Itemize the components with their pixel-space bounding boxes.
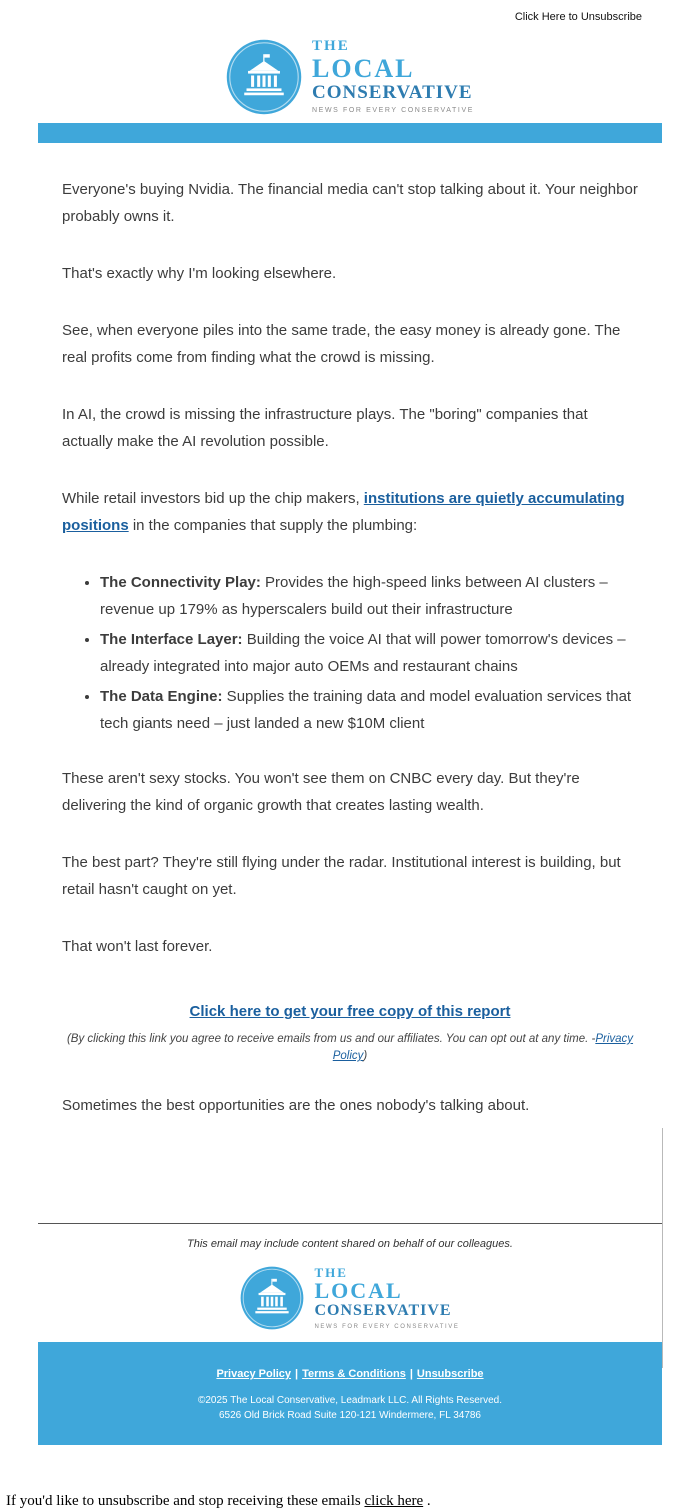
- email-container: [38, 39, 662, 1445]
- free-report-link[interactable]: Click here to get your free copy of this report: [189, 1003, 511, 1020]
- highlights-list: [100, 569, 638, 737]
- list-item: [100, 683, 638, 737]
- footer-divider-line: [38, 1223, 662, 1224]
- right-edge-line: [662, 1128, 663, 1368]
- cta-disclaimer: [62, 1031, 638, 1066]
- body-paragraph: In AI, the crowd is missing the infrastructure plays. The "boring" companies that actually make the AI revolution possible.: [62, 406, 588, 450]
- top-unsubscribe-link[interactable]: Click Here to Unsubscribe: [514, 11, 642, 23]
- logo-word-local: LOCAL: [312, 54, 415, 84]
- whitehouse-icon: [240, 1266, 304, 1330]
- logo-word-the: THE: [312, 38, 350, 55]
- shared-content-note: This email may include content shared on behalf of our colleagues.: [187, 1237, 513, 1250]
- body-paragraph: That's exactly why I'm looking elsewhere.: [62, 265, 337, 282]
- institutions-link[interactable]: institutions are quietly accumulating positions: [62, 490, 625, 534]
- bullet-text: Supplies the training data and model evaluation services that tech giants need – just landed a new $10M client: [100, 688, 632, 732]
- footer-unsubscribe-link[interactable]: Unsubscribe: [416, 1368, 484, 1381]
- brand-logo: [38, 39, 662, 115]
- bullet-title: The Connectivity Play:: [100, 574, 261, 591]
- footer-terms-link[interactable]: Terms & Conditions: [302, 1368, 406, 1381]
- bullet-text: Building the voice AI that will power tomorrow's devices – already integrated into major auto OEMs and restaurant chains: [100, 631, 626, 675]
- privacy-policy-link[interactable]: Privacy Policy: [332, 1033, 634, 1063]
- body-paragraph: Sometimes the best opportunities are the ones nobody's talking about.: [62, 1096, 530, 1114]
- footer-separator: |: [295, 1368, 299, 1381]
- brand-wordmark: [312, 39, 474, 114]
- bottom-click-here-link[interactable]: click here: [364, 1493, 424, 1510]
- cta-row: [62, 998, 638, 1025]
- footer-separator: |: [409, 1368, 413, 1381]
- client-unsubscribe-row: [0, 1445, 700, 1510]
- body-paragraph: [62, 485, 638, 539]
- list-item: [100, 569, 638, 623]
- bullet-title: The Interface Layer:: [100, 631, 243, 648]
- brand-wordmark: [314, 1266, 459, 1331]
- logo-word-conservative: CONSERVATIVE: [312, 82, 473, 104]
- footer-address: 6526 Old Brick Road Suite 120-121 Windermere, FL 34786: [219, 1409, 481, 1421]
- footer-privacy-link[interactable]: Privacy Policy: [216, 1368, 292, 1381]
- body-paragraph: The best part? They're still flying under the radar. Institutional interest is building, but retail hasn't caught on yet.: [62, 854, 621, 898]
- list-item: [100, 626, 638, 680]
- paragraph-text: in the companies that supply the plumbing:: [128, 517, 418, 534]
- logo-tagline: NEWS FOR EVERY CONSERVATIVE: [312, 107, 474, 115]
- footer-copyright: ©2025 The Local Conservative, Leadmark LLC. All Rights Reserved.: [197, 1395, 502, 1407]
- top-unsubscribe-row: [0, 0, 700, 23]
- logo-word-local: LOCAL: [314, 1278, 403, 1304]
- footer-links: [48, 1368, 652, 1380]
- body-paragraph: See, when everyone piles into the same trade, the easy money is already gone. The real profits come from finding what the crowd is missing.: [62, 322, 621, 366]
- bullet-text: Provides the high-speed links between AI clusters – revenue up 179% as hyperscalers build out their infrastructure: [100, 574, 608, 618]
- logo-word-the: THE: [314, 1264, 348, 1280]
- paragraph-text: While retail investors bid up the chip makers,: [62, 490, 364, 507]
- unsubscribe-text: If you'd like to unsubscribe and stop receiving these emails: [6, 1493, 365, 1510]
- email-body: [38, 143, 662, 1179]
- unsubscribe-text: .: [423, 1493, 431, 1510]
- header-divider-bar: [38, 123, 662, 143]
- disclaimer-text: ): [363, 1050, 368, 1063]
- footer-bar: [38, 1342, 662, 1445]
- disclaimer-text: (By clicking this link you agree to receive emails from us and our affiliates. You can opt out at any time. -: [66, 1033, 596, 1045]
- brand-logo-footer: [38, 1266, 662, 1331]
- body-paragraph: These aren't sexy stocks. You won't see them on CNBC every day. But they're delivering the kind of organic growth that creates lasting wealth.: [62, 770, 580, 814]
- whitehouse-icon: [226, 39, 302, 115]
- body-paragraph: Everyone's buying Nvidia. The financial media can't stop talking about it. Your neighbor probably owns it.: [62, 181, 638, 225]
- body-paragraph: That won't last forever.: [62, 938, 213, 955]
- logo-tagline: NEWS FOR EVERY CONSERVATIVE: [314, 1324, 460, 1331]
- bullet-title: The Data Engine:: [100, 688, 223, 705]
- logo-word-conservative: CONSERVATIVE: [314, 1302, 452, 1320]
